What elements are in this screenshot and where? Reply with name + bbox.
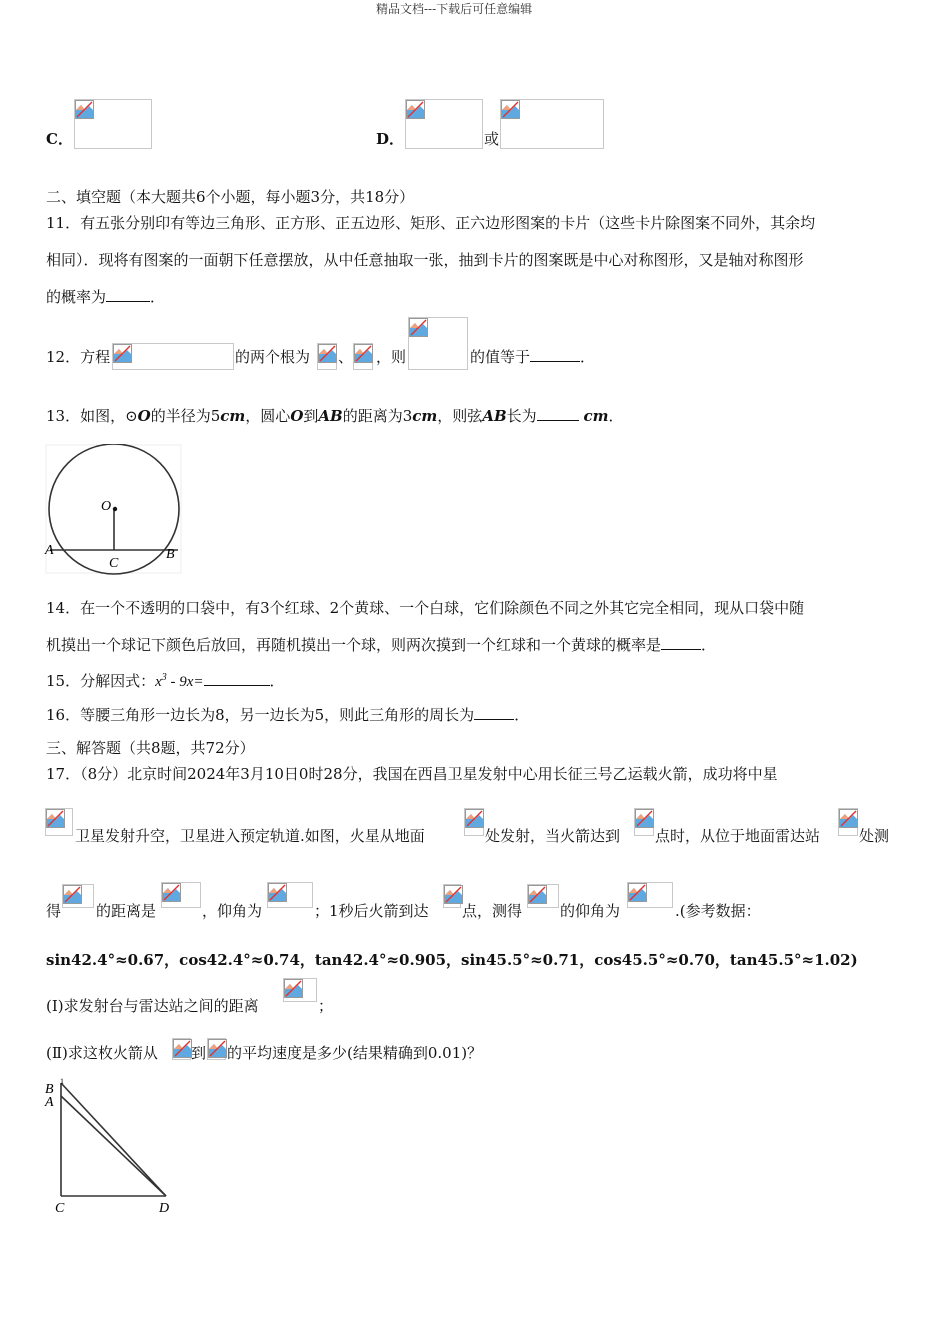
- broken-image-icon: [268, 883, 287, 902]
- from-point-image: [172, 1038, 191, 1060]
- q11-end: ．: [150, 288, 166, 306]
- q11-line2: 相同）．现将有图案的一面朝下任意摆放，从中任意抽取一张，抽到卡片的图案既是中心对称图形，又是轴对称图形: [46, 251, 804, 269]
- broken-image-icon: [528, 885, 547, 904]
- q17-l2d: 处测: [859, 827, 890, 845]
- center-point: [113, 507, 117, 511]
- q12-comma: 、: [338, 348, 354, 366]
- section-3-title: 三、解答题（共8题，共72分）: [46, 739, 255, 757]
- label-d: D: [159, 1201, 170, 1216]
- label-o: O: [101, 499, 112, 514]
- q14-line2: [46, 634, 716, 655]
- broken-image-icon: [173, 1039, 192, 1058]
- broken-image-icon: [113, 344, 132, 363]
- broken-image-icon: [409, 318, 428, 337]
- q15-line: [46, 670, 285, 691]
- q12-roots-text: 的两个根为: [235, 348, 311, 366]
- point-a-image: [634, 808, 654, 836]
- q12-value-label: 的值等于: [470, 348, 531, 366]
- point-bd-image: [527, 884, 559, 908]
- distance-image: [161, 882, 201, 908]
- answer-blank: [106, 287, 150, 302]
- q13-part: 13．如图，⊙: [46, 407, 138, 425]
- tiny-mark: 1: [60, 1077, 64, 1086]
- q15-exponent: 3: [161, 672, 167, 683]
- q17-part1-text: (Ⅰ)求发射台与雷达站之间的距离: [46, 997, 259, 1015]
- answer-blank: [204, 671, 270, 686]
- broken-image-icon: [406, 100, 425, 119]
- q12-start: 12．方程: [46, 348, 111, 366]
- q13-var: O: [290, 407, 304, 425]
- option-c-label: C．: [46, 130, 73, 148]
- line-ad: [61, 1096, 166, 1196]
- q13-var: AB: [318, 407, 343, 425]
- q16-text: 16．等腰三角形一边长为8，另一边长为5，则此三角形的周长为: [46, 706, 475, 724]
- q13-part: ．: [608, 407, 624, 425]
- circle-figure: [44, 444, 184, 576]
- q12-then: ，则: [376, 348, 407, 366]
- q14-text: 机摸出一个球记下颜色后放回，再随机摸出一个球，则两次摸到一个红球和一个黄球的概率是: [46, 636, 662, 654]
- q14-line1: 14．在一个不透明的口袋中，有3个红球、2个黄球、一个白球，它们除颜色不同之外其它完全相同，现从口袋中随: [46, 599, 805, 617]
- q17-l3f: 的仰角为: [560, 902, 621, 920]
- point-d-image: [838, 808, 858, 836]
- page-header: 精品文档---下载后可任意编辑: [376, 2, 533, 16]
- q17-line1: 17．（8分）北京时间2024年3月10日0时28分，我国在西昌卫星发射中心用长征三号乙运载火箭，成功将中星: [46, 765, 778, 783]
- q14-end: ．: [701, 636, 717, 654]
- broken-image-icon: [284, 979, 303, 998]
- label-b: B: [45, 1082, 54, 1097]
- q13-text: [46, 405, 623, 426]
- q13-var: O: [137, 407, 151, 425]
- q17-l3a: 得: [46, 902, 62, 920]
- q12-root2-image: [353, 343, 373, 370]
- segment-cd-image: [283, 978, 317, 1002]
- q13-part: 到: [303, 407, 319, 425]
- q17-l3e: 点，测得: [462, 902, 523, 920]
- point-b-image: [443, 884, 461, 908]
- answer-blank: [537, 406, 579, 421]
- line-bd: [61, 1083, 166, 1196]
- q13-unit: cm: [220, 407, 246, 425]
- q17-reference-data: sin42.4°≈0.67，cos42.4°≈0.74，tan42.4°≈0.905，sin45.5°≈0.71，cos45.5°≈0.70，tan45.5°≈1.02): [46, 951, 858, 969]
- q17-part1-end: ；: [318, 997, 334, 1015]
- broken-image-icon: [444, 885, 463, 904]
- q12-root1-image: [317, 343, 337, 370]
- option-d-image-2: [500, 99, 604, 149]
- label-b: B: [166, 547, 175, 562]
- q17-l3c: ，仰角为: [202, 902, 263, 920]
- broken-image-icon: [46, 809, 65, 828]
- q16-line: [46, 704, 529, 725]
- broken-image-icon: [63, 885, 82, 904]
- q17-part2-text: (Ⅱ)求这枚火箭从: [46, 1044, 158, 1062]
- q13-part: ，圆心: [245, 407, 291, 425]
- broken-image-icon: [501, 100, 520, 119]
- q15-x: x: [155, 674, 162, 690]
- satellite-name-image: [45, 808, 73, 836]
- q13-unit: cm: [412, 407, 438, 425]
- option-d-label: D．: [376, 130, 405, 148]
- broken-image-icon: [75, 100, 94, 119]
- broken-image-icon: [354, 344, 373, 363]
- answer-blank: [474, 705, 514, 720]
- q13-part: 的距离为3: [342, 407, 413, 425]
- or-word: 或: [484, 130, 500, 148]
- q17-l3b: 的距离是: [96, 902, 157, 920]
- q12-end: ．: [580, 348, 596, 366]
- q15-rest: - 9x=: [166, 674, 204, 690]
- q17-l2b: 处发射，当火箭达到: [485, 827, 621, 845]
- q12-value-text: [470, 346, 595, 367]
- q13-part: 的半径为5: [150, 407, 221, 425]
- broken-image-icon: [839, 809, 858, 828]
- q15-text: 15．分解因式：: [46, 672, 156, 690]
- q13-part: 长为: [506, 407, 537, 425]
- option-d-image-1: [405, 99, 483, 149]
- q11-line1: 11．有五张分别印有等边三角形、正方形、正五边形、矩形、正六边形图案的卡片（这些卡片除图案不同外，其余均: [46, 214, 816, 232]
- q17-part2-to: 到: [191, 1044, 207, 1062]
- q13-var: AB: [482, 407, 507, 425]
- point-c-image: [464, 808, 484, 836]
- segment-ad-image: [62, 884, 94, 908]
- broken-image-icon: [465, 809, 484, 828]
- q17-l3d: ；1秒后火箭到达: [314, 902, 429, 920]
- broken-image-icon: [318, 344, 337, 363]
- broken-image-icon: [162, 883, 181, 902]
- q15-formula: [155, 674, 203, 690]
- q12-equation-image: [112, 343, 234, 370]
- q12-expression-image: [408, 317, 468, 370]
- q13-unit: cm: [583, 407, 609, 425]
- broken-image-icon: [628, 883, 647, 902]
- option-c-image: [74, 99, 152, 149]
- broken-image-icon: [635, 809, 654, 828]
- label-c: C: [55, 1201, 65, 1216]
- label-a: A: [45, 1095, 54, 1110]
- label-c: C: [109, 556, 119, 571]
- angle1-image: [267, 882, 313, 908]
- broken-image-icon: [208, 1039, 227, 1058]
- q11-line3: [46, 286, 165, 307]
- angle2-image: [627, 882, 673, 908]
- q17-l2a: 卫星发射升空，卫星进入预定轨道.如图，火星从地面: [75, 827, 425, 845]
- section-2-title: 二、填空题（本大题共6个小题，每小题3分，共18分）: [46, 188, 415, 206]
- label-a: A: [45, 543, 54, 558]
- answer-blank: [530, 347, 580, 362]
- q16-end: ．: [514, 706, 530, 724]
- answer-blank: [661, 635, 701, 650]
- rocket-triangle-figure: [42, 1074, 182, 1218]
- q11-text: 的概率为: [46, 288, 107, 306]
- q17-part2-rest: 的平均速度是多少(结果精确到0.01)？: [227, 1044, 483, 1062]
- q17-l2c: 点时，从位于地面雷达站: [655, 827, 821, 845]
- q17-l3g: .(参考数据：: [675, 902, 761, 920]
- to-point-image: [207, 1038, 226, 1060]
- q15-end: ．: [269, 672, 285, 690]
- q13-part: ，则弦: [437, 407, 483, 425]
